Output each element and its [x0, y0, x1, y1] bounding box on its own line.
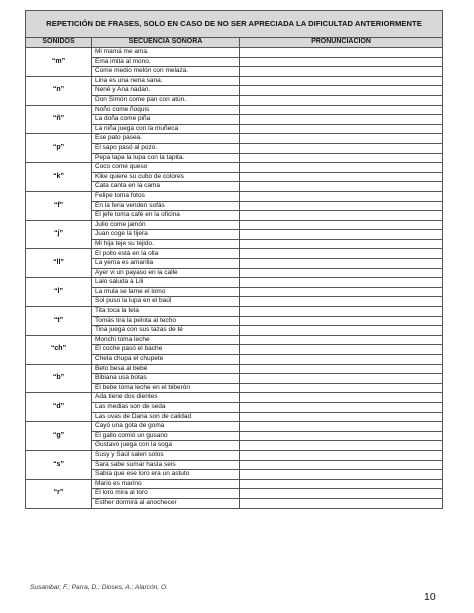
pronunciation-cell[interactable] — [240, 460, 443, 470]
table-row — [26, 163, 443, 173]
pronunciation-cell[interactable] — [240, 230, 443, 240]
pronunciation-cell[interactable] — [240, 326, 443, 336]
table-row — [26, 76, 443, 86]
sentence-cell: Sara sabe sumar hasta seis — [92, 460, 240, 470]
table-row — [26, 364, 443, 374]
pronunciation-cell[interactable] — [240, 287, 443, 297]
phrase-repetition-table — [25, 10, 443, 509]
sentence-cell: En la feria venden sofás — [92, 201, 240, 211]
page-number: 10 — [424, 591, 436, 603]
sentence-cell: Pepa tapa la lupa con la tapita. — [92, 153, 240, 163]
pronunciation-cell[interactable] — [240, 393, 443, 403]
sentence-cell: Sabía que ese loro era un astuto — [92, 470, 240, 480]
sound-cell: “t” — [26, 307, 92, 336]
sound-cell: “s” — [26, 450, 92, 479]
table-row — [26, 134, 443, 144]
sentence-cell: Chela chupa el chupete — [92, 355, 240, 365]
sentence-cell: La doña come piña — [92, 115, 240, 125]
sentence-cell: Monchi toma leche — [92, 335, 240, 345]
sentence-cell: Come medio melón con melaza. — [92, 67, 240, 77]
column-header-sounds: SONIDOS — [26, 38, 92, 48]
sentence-cell: Susy y Saúl salen solos — [92, 450, 240, 460]
pronunciation-cell[interactable] — [240, 76, 443, 86]
footer-authors: Susanibar, F.; Parra, D.; Dioses, A.; Alarcón, O. — [30, 584, 168, 591]
pronunciation-cell[interactable] — [240, 335, 443, 345]
pronunciation-cell[interactable] — [240, 422, 443, 432]
pronunciation-cell[interactable] — [240, 441, 443, 451]
sentence-cell: Ñoño come ñoquis — [92, 105, 240, 115]
pronunciation-cell[interactable] — [240, 345, 443, 355]
sentence-cell: Lalo saluda a Lili — [92, 278, 240, 288]
pronunciation-cell[interactable] — [240, 172, 443, 182]
sentence-cell: Esther dormirá al anochecer — [92, 498, 240, 508]
sentence-cell: El sapo pasó al pozo. — [92, 143, 240, 153]
sound-cell: “p” — [26, 134, 92, 163]
pronunciation-cell[interactable] — [240, 191, 443, 201]
sound-cell: “ch” — [26, 335, 92, 364]
sentence-cell: Tomás tira la pelota al techo — [92, 316, 240, 326]
sentence-cell: La mula se lame el lomo — [92, 287, 240, 297]
table-body — [26, 48, 443, 509]
pronunciation-cell[interactable] — [240, 211, 443, 221]
pronunciation-cell[interactable] — [240, 364, 443, 374]
pronunciation-cell[interactable] — [240, 95, 443, 105]
sound-cell: “ll” — [26, 249, 92, 278]
pronunciation-cell[interactable] — [240, 249, 443, 259]
sentence-cell: Sol puso la lupa en el baúl — [92, 297, 240, 307]
pronunciation-cell[interactable] — [240, 489, 443, 499]
pronunciation-cell[interactable] — [240, 57, 443, 67]
pronunciation-cell[interactable] — [240, 259, 443, 269]
sentence-cell: Nené y Ana nadan. — [92, 86, 240, 96]
table-row — [26, 191, 443, 201]
sound-cell: “n” — [26, 76, 92, 105]
pronunciation-cell[interactable] — [240, 239, 443, 249]
sentence-cell: Mario es marino — [92, 479, 240, 489]
pronunciation-cell[interactable] — [240, 201, 443, 211]
sound-cell: “j” — [26, 220, 92, 249]
table-row — [26, 307, 443, 317]
pronunciation-cell[interactable] — [240, 355, 443, 365]
sound-cell: “l” — [26, 278, 92, 307]
sentence-cell: Beto besa al bebé — [92, 364, 240, 374]
sentence-cell: Lina es una nena sana. — [92, 76, 240, 86]
pronunciation-cell[interactable] — [240, 163, 443, 173]
table-row — [26, 479, 443, 489]
sentence-cell: Ada tiene dos dientes — [92, 393, 240, 403]
table-row — [26, 105, 443, 115]
sentence-cell: Las uvas de Dana son de calidad — [92, 412, 240, 422]
pronunciation-cell[interactable] — [240, 431, 443, 441]
pronunciation-cell[interactable] — [240, 268, 443, 278]
pronunciation-cell[interactable] — [240, 297, 443, 307]
pronunciation-cell[interactable] — [240, 182, 443, 192]
sound-cell: “r” — [26, 479, 92, 508]
pronunciation-cell[interactable] — [240, 412, 443, 422]
sound-cell: “f” — [26, 191, 92, 220]
table-row — [26, 450, 443, 460]
sentence-cell: Don Simón come pan con atún. — [92, 95, 240, 105]
sentence-cell: El pollo está en la olla — [92, 249, 240, 259]
pronunciation-cell[interactable] — [240, 307, 443, 317]
table-row — [26, 249, 443, 259]
sentence-cell: El bebe toma leche en el biberón — [92, 383, 240, 393]
sentence-cell: Juan coge la tijera — [92, 230, 240, 240]
pronunciation-cell[interactable] — [240, 479, 443, 489]
table-title: REPETICIÓN DE FRASES, SOLO EN CASO DE NO SER APRECIADA LA DIFICULTAD ANTERIORMENTE — [26, 11, 443, 38]
sentence-cell: El jefe toma café en la oficina — [92, 211, 240, 221]
sentence-cell: El loro mira al toro — [92, 489, 240, 499]
sentence-cell: Julio come jamón — [92, 220, 240, 230]
pronunciation-cell[interactable] — [240, 450, 443, 460]
sentence-cell: Gustavo juega con la soga — [92, 441, 240, 451]
pronunciation-cell[interactable] — [240, 124, 443, 134]
sentence-cell: Las medias son de seda — [92, 402, 240, 412]
pronunciation-cell[interactable] — [240, 220, 443, 230]
sentence-cell: Felipe toma fotos — [92, 191, 240, 201]
sentence-cell: Ema imita al mono. — [92, 57, 240, 67]
pronunciation-cell[interactable] — [240, 86, 443, 96]
sentence-cell: La niña juega con la muñeca — [92, 124, 240, 134]
pronunciation-cell[interactable] — [240, 48, 443, 58]
sentence-cell: Kike quiere su cubo de colores — [92, 172, 240, 182]
sentence-cell: Coco come queso — [92, 163, 240, 173]
pronunciation-cell[interactable] — [240, 143, 443, 153]
table-row — [26, 335, 443, 345]
table-row — [26, 393, 443, 403]
sentence-cell: Cayó una gota de goma — [92, 422, 240, 432]
sentence-cell: Ese pato pasea. — [92, 134, 240, 144]
pronunciation-cell[interactable] — [240, 402, 443, 412]
pronunciation-cell[interactable] — [240, 134, 443, 144]
pronunciation-cell[interactable] — [240, 278, 443, 288]
sentence-cell: Tita toca la tela — [92, 307, 240, 317]
pronunciation-cell[interactable] — [240, 374, 443, 384]
sound-cell: “k” — [26, 163, 92, 192]
pronunciation-cell[interactable] — [240, 316, 443, 326]
column-header-sequence: SECUENCIA SONORA — [92, 38, 240, 48]
pronunciation-cell[interactable] — [240, 105, 443, 115]
table-row — [26, 278, 443, 288]
sound-cell: “b” — [26, 364, 92, 393]
sentence-cell: El gallo comió un gusano — [92, 431, 240, 441]
column-header-pronunciation: PRONUNCIACIÓN — [240, 38, 443, 48]
sentence-cell: Mi hija teje su tejido. — [92, 239, 240, 249]
pronunciation-cell[interactable] — [240, 115, 443, 125]
pronunciation-cell[interactable] — [240, 470, 443, 480]
table-row — [26, 220, 443, 230]
sound-cell: “m” — [26, 48, 92, 77]
table-row — [26, 422, 443, 432]
pronunciation-cell[interactable] — [240, 498, 443, 508]
sentence-cell: Mi mamá me ama. — [92, 48, 240, 58]
sound-cell: “g” — [26, 422, 92, 451]
sentence-cell: Ayer vi un payaso en la calle — [92, 268, 240, 278]
sound-cell: “ñ” — [26, 105, 92, 134]
sentence-cell: El coche pasó el bache — [92, 345, 240, 355]
pronunciation-cell[interactable] — [240, 67, 443, 77]
sentence-cell: Tina juega con sus tazas de té — [92, 326, 240, 336]
sentence-cell: Bibiana usa botas — [92, 374, 240, 384]
sentence-cell: Cata canta en la cama — [92, 182, 240, 192]
sound-cell: “d” — [26, 393, 92, 422]
assessment-sheet — [25, 10, 442, 509]
table-row — [26, 48, 443, 58]
sentence-cell: La yema es amarilla — [92, 259, 240, 269]
pronunciation-cell[interactable] — [240, 383, 443, 393]
pronunciation-cell[interactable] — [240, 153, 443, 163]
